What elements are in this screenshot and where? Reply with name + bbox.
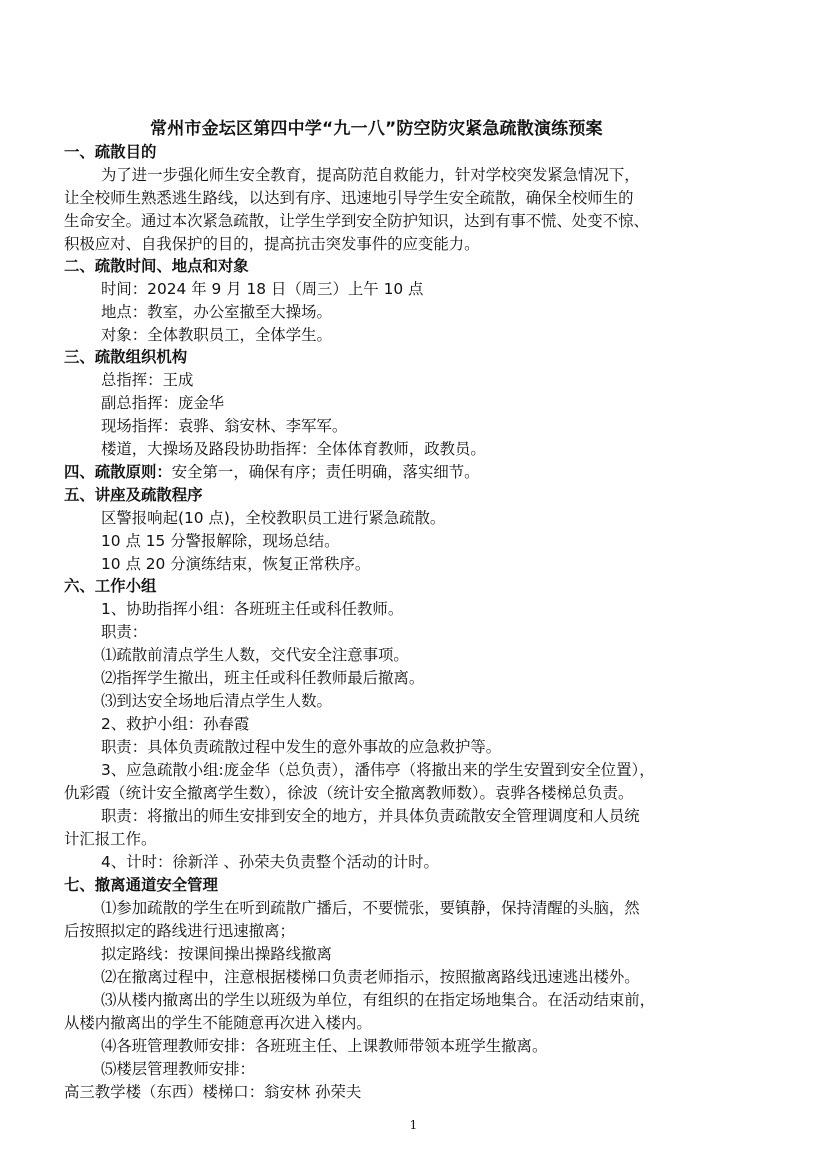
section-3-heading: 三、疏散组织机构	[64, 348, 188, 366]
paragraph-line: 10 点 20 分演练结束，恢复正常秩序。	[101, 555, 371, 573]
paragraph-line: 区警报响起(10 点)，全校教职员工进行紧急疏散。	[101, 509, 446, 527]
paragraph-line: 仇彩霞（统计安全撤离学生数），徐波（统计安全撤离教师数）。袁骅各楼梯总负责。	[64, 784, 634, 802]
paragraph-line: 楼道，大操场及路段协助指挥：全体体育教师，政教员。	[101, 440, 486, 458]
paragraph-line: 积极应对、自我保护的目的，提高抗击突发事件的应变能力。	[64, 235, 480, 253]
page-number: 1	[409, 1118, 418, 1132]
paragraph-line: 后按照拟定的路线进行迅速撤离；	[64, 922, 295, 940]
paragraph-line: 3、应急疏散小组:庞金华（总负责），潘伟亭（将撤出来的学生安置到安全位置），	[101, 761, 655, 779]
paragraph-line: 总指挥：王成	[101, 371, 194, 389]
section-1-heading: 一、疏散目的	[64, 143, 157, 161]
paragraph-line: 1、协助指挥小组：各班班主任或科任教师。	[101, 600, 404, 618]
paragraph-line: ⑴疏散前清点学生人数，交代安全注意事项。	[101, 646, 409, 664]
paragraph-line: 为了进一步强化师生安全教育，提高防范自救能力，针对学校突发紧急情况下，	[101, 166, 640, 184]
page-title: 常州市金坛区第四中学“九一八”防空防灾紧急疏散演练预案	[150, 119, 603, 139]
section-5-heading: 五、讲座及疏散程序	[64, 486, 203, 504]
section-4-line	[64, 461, 480, 484]
paragraph-line: ⑸楼层管理教师安排：	[101, 1060, 255, 1078]
paragraph-line: 副总指挥：庞金华	[101, 394, 225, 412]
paragraph-line: 职责：具体负责疏散过程中发生的意外事故的应急救护等。	[101, 738, 502, 756]
section-4-text: 安全第一，确保有序；责任明确，落实细节。	[171, 463, 480, 481]
paragraph-line: 对象：全体教职员工，全体学生。	[101, 326, 332, 344]
paragraph-line: ⑶到达安全场地后清点学生人数。	[101, 692, 332, 710]
paragraph-line: 高三教学楼（东西）楼梯口：翁安林 孙荣夫	[64, 1083, 362, 1101]
paragraph-line: 让全校师生熟悉逃生路线，以达到有序、迅速地引导学生安全疏散，确保全校师生的	[64, 189, 634, 207]
section-6-heading: 六、工作小组	[64, 577, 157, 595]
paragraph-line: 地点：教室，办公室撤至大操场。	[101, 303, 332, 321]
paragraph-line: 时间：2024 年 9 月 18 日（周三）上午 10 点	[101, 280, 424, 298]
paragraph-line: 10 点 15 分警报解除，现场总结。	[101, 532, 340, 550]
paragraph-line: 生命安全。通过本次紧急疏散，让学生学到安全防护知识，达到有事不慌、处变不惊、	[64, 212, 649, 230]
paragraph-line: ⑶从楼内撤离出的学生以班级为单位，有组织的在指定场地集合。在活动结束前，	[101, 991, 656, 1009]
paragraph-line: ⑵在撤离过程中，注意根据楼梯口负责老师指示，按照撤离路线迅速逃出楼外。	[101, 968, 640, 986]
paragraph-line: ⑵指挥学生撤出，班主任或科任教师最后撤离。	[101, 669, 425, 687]
section-7-heading: 七、撤离通道安全管理	[64, 876, 218, 894]
paragraph-line: 计汇报工作。	[64, 830, 157, 848]
paragraph-line: 职责：将撤出的师生安排到安全的地方，并具体负责疏散安全管理调度和人员统	[101, 807, 640, 825]
section-4-heading: 四、疏散原则：	[64, 463, 172, 481]
paragraph-line: 拟定路线：按课间操出操路线撤离	[101, 945, 332, 963]
paragraph-line: 从楼内撤离出的学生不能随意再次进入楼内。	[64, 1014, 372, 1032]
paragraph-line: 现场指挥：袁骅、翁安林、李军军。	[101, 417, 348, 435]
paragraph-line: ⑷各班管理教师安排：各班班主任、上课教师带领本班学生撤离。	[101, 1037, 548, 1055]
paragraph-line: 2、救护小组：孙春霞	[101, 715, 250, 733]
paragraph-line: ⑴参加疏散的学生在听到疏散广播后，不要慌张，要镇静，保持清醒的头脑，然	[101, 899, 640, 917]
section-2-heading: 二、疏散时间、地点和对象	[64, 257, 249, 275]
paragraph-line: 4、计时：徐新洋 、孙荣夫负责整个活动的计时。	[101, 853, 439, 871]
paragraph-line: 职责：	[101, 623, 148, 641]
